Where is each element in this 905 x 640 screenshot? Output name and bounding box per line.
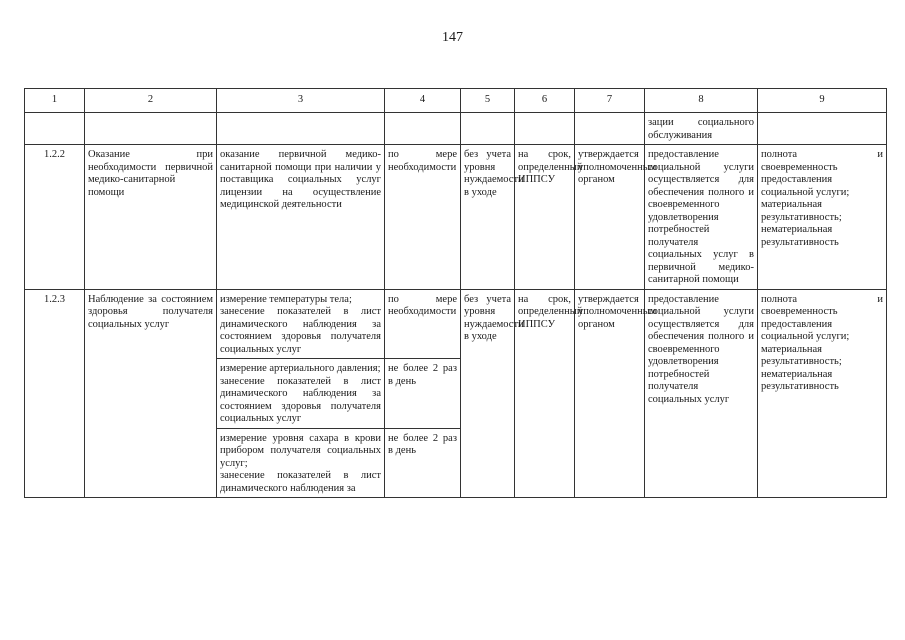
table-cell	[385, 113, 461, 145]
service-term: на срок, определенный ИППСУ	[515, 289, 575, 498]
header-cell: 9	[758, 89, 887, 113]
service-description: измерение артериального давления; занесение показателей в лист динамического наблюдения за состоянием здоровья получателя социальных услуг	[217, 359, 385, 429]
table-row	[25, 289, 887, 359]
table-cell	[217, 113, 385, 145]
service-description: оказание первичной медико-санитарной помощи при наличии у поставщика социальных услуг лицензии на осуществление медицинской деятельности	[217, 145, 385, 290]
table-cell	[25, 113, 85, 145]
table-cell	[85, 113, 217, 145]
conditions-cell: зации социального обслуживания	[645, 113, 758, 145]
service-number: 1.2.2	[25, 145, 85, 290]
header-cell: 4	[385, 89, 461, 113]
service-volume: по мере необходимости	[385, 145, 461, 290]
header-cell: 8	[645, 89, 758, 113]
header-cell: 2	[85, 89, 217, 113]
header-cell: 7	[575, 89, 645, 113]
service-conditions: предоставление социальной услуги осуществляется для обеспечения полного и своевременного удовлетворения потребностей получателя социальных услуг в первичной медико-санитарной помощи	[645, 145, 758, 290]
header-cell: 6	[515, 89, 575, 113]
service-term: на срок, определенный ИППСУ	[515, 145, 575, 290]
service-name: Оказание при необходимости первичной медико-санитарной помощи	[85, 145, 217, 290]
service-indicators: полнота и своевременность предоставления социальной услуги; материальная результативность; нематериальная результативность	[758, 289, 887, 498]
header-cell: 1	[25, 89, 85, 113]
service-description: измерение температуры тела; занесение показателей в лист динамического наблюдения за состоянием здоровья получателя социальных услуг	[217, 289, 385, 359]
service-name: Наблюдение за состоянием здоровья получателя социальных услуг	[85, 289, 217, 498]
page-number: 147	[442, 30, 463, 45]
service-volume: по мере необходимости	[385, 289, 461, 359]
service-standard: без учета уровня нуждаемости в уходе	[461, 145, 515, 290]
service-number: 1.2.3	[25, 289, 85, 498]
table-cell	[575, 113, 645, 145]
service-conditions: предоставление социальной услуги осуществляется для обеспечения полного и своевременного удовлетворения потребностей получателя социальных услуг	[645, 289, 758, 498]
header-cell: 5	[461, 89, 515, 113]
service-description: измерение уровня сахара в крови прибором получателя социальных услуг; занесение показателей в лист динамического наблюдения за	[217, 428, 385, 498]
header-row	[25, 89, 887, 113]
service-indicators: полнота и своевременность предоставления социальной услуги; материальная результативность; нематериальная результативность	[758, 145, 887, 290]
services-table	[24, 88, 887, 498]
service-tariff: утверждается уполномоченным органом	[575, 289, 645, 498]
service-standard: без учета уровня нуждаемости в уходе	[461, 289, 515, 498]
service-tariff: утверждается уполномоченным органом	[575, 145, 645, 290]
continuation-row	[25, 113, 887, 145]
header-cell: 3	[217, 89, 385, 113]
table-cell	[461, 113, 515, 145]
service-volume: не более 2 раз в день	[385, 359, 461, 429]
table-cell	[758, 113, 887, 145]
table-row	[25, 145, 887, 290]
table-cell	[515, 113, 575, 145]
service-volume: не более 2 раз в день	[385, 428, 461, 498]
